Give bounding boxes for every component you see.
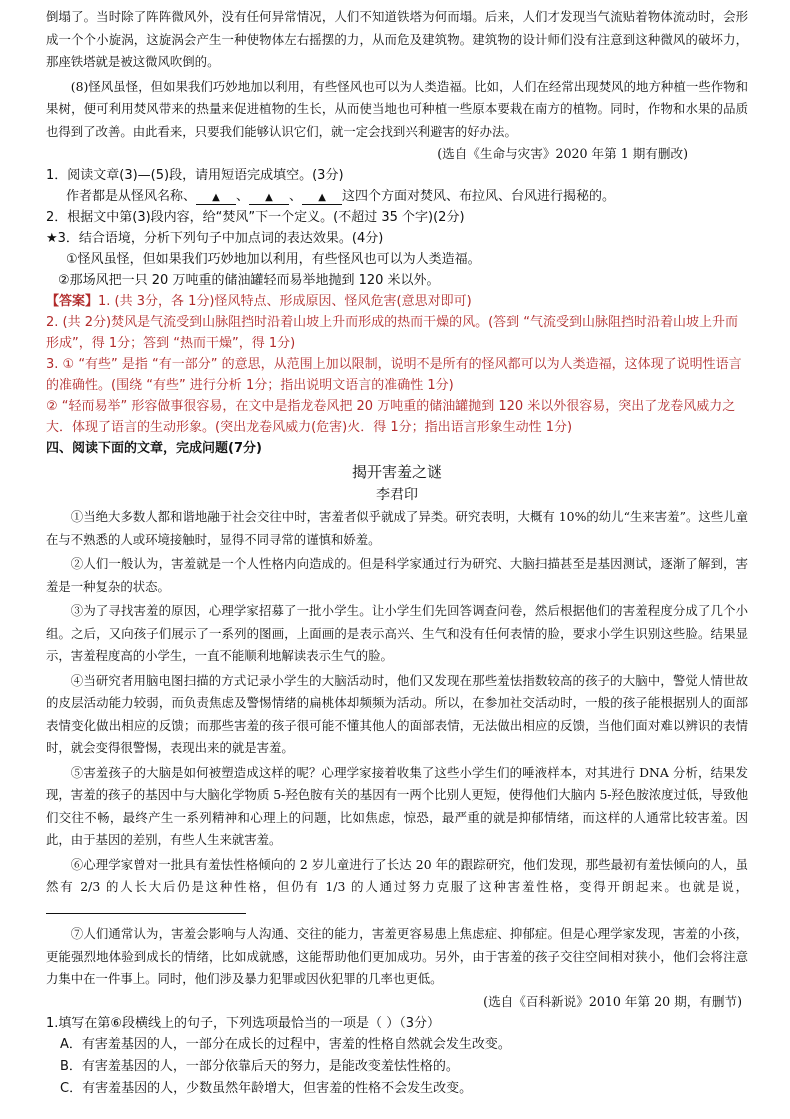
answer-1: 【答案】1. (共 3分，各 1分)怪风特点、形成原因、怪风危害(意思对即可): [46, 294, 472, 309]
answer-3a: 3. ① “有些” 是指 “有一部分” 的意思，从范围上加以限制，说明不是所有的怪风都可以为人类造福，这体现了说明性语言的准确性。(围绕 “有些” 进行分析 1分；指出说明文语言的准确性 1分): [46, 357, 742, 393]
mcq-option-b[interactable]: B．有害羞基因的人，一部分依靠后天的努力，是能改变羞怯性格的。: [60, 1058, 459, 1074]
mcq-option-c[interactable]: C．有害羞基因的人，少数虽然年龄增大，但害羞的性格不会发生改变。: [60, 1080, 473, 1096]
document-page: [46, 6, 748, 1100]
source-note-article: (选自《百科新说》2010 年第 20 期，有删节): [483, 993, 742, 1009]
answer-3b: ② “轻而易举” 形容做事很容易，在文中是指龙卷风把 20 万吨重的储油罐抛到 120 米以外很容易，突出了龙卷风威力之大．体现了语言的生动形象。(突出龙卷风威力(危害)火．得 1分；指出语言形象生动性 1分): [46, 399, 736, 435]
answer-blank-2[interactable]: ▲: [249, 192, 289, 205]
paragraph-6-blank-line: [46, 901, 246, 914]
question-1-fill: 作者都是从怪风名称、 ▲ 、 ▲ 、 ▲ 这四个方面对焚风、布拉风、台风进行揭秘的。: [66, 189, 616, 204]
question-1: 1．阅读文章(3)—(5)段，请用短语完成填空。(3分): [46, 168, 344, 183]
section-4-heading: 四、阅读下面的文章，完成问题(7分): [46, 441, 262, 456]
answer-blank-1[interactable]: ▲: [196, 192, 236, 205]
article-paragraph-2: ②人们一般认为，害羞就是一个人性格内向造成的。但是科学家通过行为研究、大脑扫描甚至是基因测试，逐渐了解到，害羞是一种复杂的状态。: [46, 556, 748, 594]
paragraph-top-1: 倒塌了。当时除了阵阵微风外，没有任何异常情况，人们不知道铁塔为何而塌。后来，人们才发现当气流贴着物体流动时，会形成一个个小旋涡，这旋涡会产生一种使物体左右摇摆的力，从而危及建筑物。建筑物的设计师们没有注意到这种微风的破坏力，那座铁塔就是被这微风吹倒的。: [46, 9, 748, 69]
mcq-stem: 1.填写在第⑥段横线上的句子，下列选项最恰当的一项是（ ）（3分）: [46, 1015, 440, 1031]
article-paragraph-3: ③为了寻找害羞的原因，心理学家招募了一批小学生。让小学生们先回答调查问卷，然后根据他们的害羞程度分成了几个小组。之后，又向孩子们展示了一系列的图画，上面画的是表示高兴、生气和没有任何表情的脸，要求小学生识别这些脸。结果显示，害羞程度高的小学生，一直不能顺利地解读表示生气的脸。: [46, 603, 748, 663]
question-3-sentence-a: ①怪风虽怪，但如果我们巧妙地加以利用，有些怪风也可以为人类造福。: [66, 252, 481, 267]
source-note-top: (选自《生命与灾害》2020 年第 1 期有删改): [437, 146, 688, 161]
mcq-option-a[interactable]: A．有害羞基因的人，一部分在成长的过程中，害羞的性格自然就会发生改变。: [60, 1036, 511, 1052]
answer-blank-3[interactable]: ▲: [302, 192, 342, 205]
article-title: 揭开害羞之谜: [351, 463, 442, 481]
question-2: 2．根据文中第(3)段内容，给“焚风”下一个定义。(不超过 35 个字)(2分): [46, 210, 465, 225]
article-paragraph-1: ①当绝大多数人都和谐地融于社会交往中时，害羞者似乎就成了异类。研究表明，大概有 10%的幼儿“生来害羞”。这些儿童在与不熟悉的人或环境接触时，显得不同寻常的谨慎和娇羞。: [46, 509, 748, 547]
article-paragraph-4: ④当研究者用脑电图扫描的方式记录小学生的大脑活动时，他们又发现在那些羞怯指数较高的孩子的大脑中，警觉人情世故的皮层活动能力较弱，而负责焦虑及警惕情绪的扁桃体却频频为活动。所以，在参加社交活动时，一般的孩子能根据别人的面部表情变化做出相应的反馈；而那些害羞的孩子很可能不懂其他人的面部表情，无法做出相应的反馈，当他们面对难以辨识的表情时，就会变得很警惕，表现出来的就是害羞。: [46, 672, 748, 755]
answer-tag: 【答案】: [46, 294, 99, 309]
article-paragraph-5: ⑤害羞孩子的大脑是如何被塑造成这样的呢？心理学家接着收集了这些小学生们的唾液样本，对其进行 DNA 分析，结果发现，害羞的孩子的基因中与大脑化学物质 5-羟色胺有关的基因有一两个比别人更短，使得他们大脑内 5-羟色胺浓度过低，导致他们交往不畅，最终产生一系列精神和心理上的问题，比如焦虑，惊恐，最严重的就是抑郁情绪，而这样的人通常比较害羞。因此，由于基因的差别，有些人生来就害羞。: [46, 764, 748, 847]
paragraph-top-2: (8)怪风虽怪，但如果我们巧妙地加以利用，有些怪风也可以为人类造福。比如，人们在经常出现焚风的地方种植一些作物和果树，便可利用焚风带来的热量来促进植物的生长，从而使当地也可种植一些原本要栽在南方的植物。同时，作物和水果的品质也得到了改善。由此看来，只要我们能够认识它们，就一定会找到兴利避害的好办法。: [46, 78, 748, 139]
article-author: 李君印: [376, 487, 418, 503]
answer-2: 2. (共 2分)焚风是气流受到山脉阻挡时沿着山坡上升而形成的热而干燥的风。(答到 “气流受到山脉阻挡时沿着山坡上升而形成”，得 1分；答到 “热而干燥”，得 1分): [46, 315, 739, 351]
article-paragraph-6: ⑥心理学家曾对一批具有羞怯性格倾向的 2 岁儿童进行了长达 20 年的跟踪研究，他们发现，那些最初有羞怯倾向的人，虽然有 2/3 的人长大后仍是这种性格，但仍有 1/3 的人通过努力克服了这种害羞性格，变得开朗起来。也就是说，: [46, 854, 748, 922]
question-3: ★3．结合语境，分析下列句子中加点词的表达效果。(4分): [46, 231, 384, 246]
article-paragraph-7: ⑦人们通常认为，害羞会影响与人沟通、交往的能力，害羞更容易患上焦虑症、抑郁症。但是心理学家发现，害羞的小孩，更能强烈地体验到成长的情绪，比如成就感，这能帮助他们更加成功。另外，由于害羞的孩子交往空间相对狭小，他们会将注意力集中在一件事上。同时，他们涉及暴力犯罪或因伙犯罪的几率也更低。: [46, 926, 748, 986]
question-3-sentence-b: ②那场风把一只 20 万吨重的储油罐轻而易举地抛到 120 米以外。: [58, 273, 440, 288]
